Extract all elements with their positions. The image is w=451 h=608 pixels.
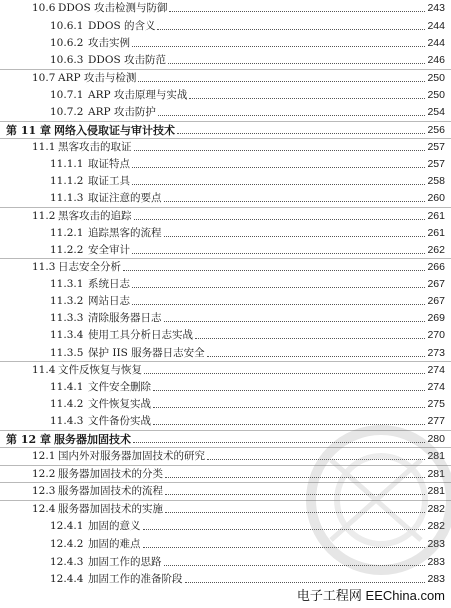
toc-entry-number: 11.4.3 [50, 415, 84, 427]
toc-entry-title: 保护 IIS 服务器日志安全 [88, 347, 205, 359]
toc-entry-title: 服务器加固技术的流程 [58, 485, 163, 497]
toc-subsection-entry [0, 35, 451, 52]
toc-entry-page-number: 257 [427, 141, 445, 153]
toc-entry-number: 11.2.2 [50, 244, 84, 256]
toc-subsection-entry [0, 18, 451, 35]
toc-entry-number: 10.6.3 [50, 54, 84, 66]
toc-subsection-entry [0, 156, 451, 173]
toc-entry-title: 加固工作的思路 [88, 556, 162, 568]
toc-leader-dots [134, 150, 425, 151]
toc-entry-page-number: 260 [427, 192, 445, 204]
toc-entry-number: 11.1 [32, 141, 56, 153]
toc-entry-number: 第 12 章 [6, 433, 51, 446]
toc-leader-dots [164, 236, 425, 237]
toc-entry-number: 11.3.3 [50, 312, 84, 324]
toc-entry-title: 清除服务器日志 [88, 312, 162, 324]
toc-leader-dots [157, 29, 425, 30]
toc-entry-number: 11.2.1 [50, 227, 84, 239]
toc-entry-title: 文件恢复实战 [88, 398, 151, 410]
toc-leader-dots [132, 46, 425, 47]
toc-subsection-entry [0, 242, 451, 259]
toc-entry-number: 12.3 [32, 485, 56, 497]
toc-entry-number: 10.7.1 [50, 89, 84, 101]
toc-entry-title: 服务器加固技术的实施 [58, 503, 163, 515]
toc-entry-page-number: 281 [427, 468, 445, 480]
toc-leader-dots [185, 582, 425, 583]
toc-entry-page-number: 243 [427, 2, 445, 14]
toc-subsection-entry [0, 396, 451, 413]
toc-leader-dots [153, 390, 425, 391]
toc-entry-number: 12.4 [32, 503, 56, 515]
toc-section-entry [0, 208, 451, 225]
toc-entry-page-number: 281 [427, 450, 445, 462]
toc-entry-number: 10.6.2 [50, 37, 84, 49]
toc-entry-page-number: 283 [427, 538, 445, 550]
toc-entry-number: 11.3.1 [50, 278, 84, 290]
toc-entry-title: 网站日志 [88, 295, 130, 307]
toc-entry-page-number: 280 [427, 433, 445, 445]
section-divider-rule [0, 138, 451, 139]
toc-entry-number: 12.4.1 [50, 520, 84, 532]
toc-entry-title: ARP 攻击原理与实战 [88, 89, 188, 101]
toc-entry-number: 11.1.2 [50, 175, 84, 187]
toc-entry-title: 追踪黑客的流程 [88, 227, 162, 239]
toc-subsection-entry [0, 52, 451, 69]
toc-leader-dots [164, 321, 425, 322]
footer-site-credit: 电子工程网 EEChina.com [296, 588, 445, 603]
toc-entry-title: 文件备份实战 [88, 415, 151, 427]
toc-entry-page-number: 282 [427, 520, 445, 532]
toc-entry-page-number: 267 [427, 295, 445, 307]
toc-subsection-entry [0, 87, 451, 104]
toc-leader-dots [132, 304, 425, 305]
toc-entry-number: 11.3.5 [50, 347, 84, 359]
toc-leader-dots [134, 219, 425, 220]
toc-subsection-entry [0, 225, 451, 242]
toc-entry-page-number: 244 [427, 20, 445, 32]
toc-subsection-entry [0, 173, 451, 190]
toc-leader-dots [144, 373, 425, 374]
toc-entry-page-number: 250 [427, 89, 445, 101]
toc-entry-page-number: 256 [427, 124, 445, 136]
watermark-logo [271, 420, 451, 580]
toc-leader-dots [177, 133, 425, 134]
toc-entry-page-number: 258 [427, 175, 445, 187]
section-divider-rule [0, 121, 451, 122]
toc-entry-title: 加固的难点 [88, 538, 141, 550]
toc-leader-dots [153, 407, 425, 408]
toc-leader-dots [168, 63, 425, 64]
toc-entry-number: 11.4.2 [50, 398, 84, 410]
toc-chapter-entry [0, 122, 451, 139]
toc-leader-dots [207, 356, 425, 357]
toc-entry-number: 10.7 [32, 72, 56, 84]
toc-leader-dots [164, 201, 425, 202]
toc-entry-title: 取证注意的要点 [88, 192, 162, 204]
toc-section-entry [0, 362, 451, 379]
toc-entry-title: 网络入侵取证与审计技术 [54, 124, 175, 137]
toc-subsection-entry [0, 327, 451, 344]
toc-entry-title: 加固工作的准备阶段 [88, 573, 183, 585]
toc-entry-number: 12.1 [32, 450, 56, 462]
toc-entry-title: 安全审计 [88, 244, 130, 256]
toc-entry-page-number: 254 [427, 106, 445, 118]
toc-entry-number: 12.4.4 [50, 573, 84, 585]
toc-entry-title: 攻击实例 [88, 37, 130, 49]
toc-section-entry [0, 139, 451, 156]
toc-entry-number: 11.1.1 [50, 158, 84, 170]
toc-entry-page-number: 257 [427, 158, 445, 170]
toc-subsection-entry [0, 293, 451, 310]
toc-entry-title: DDOS 攻击检测与防御 [58, 2, 168, 14]
toc-leader-dots [123, 270, 425, 271]
toc-subsection-entry [0, 276, 451, 293]
toc-entry-page-number: 244 [427, 37, 445, 49]
toc-entry-number: 11.4.1 [50, 381, 84, 393]
section-divider-rule [0, 69, 451, 70]
toc-entry-page-number: 277 [427, 415, 445, 427]
toc-entry-page-number: 267 [427, 278, 445, 290]
toc-section-entry [0, 259, 451, 276]
toc-entry-page-number: 273 [427, 347, 445, 359]
toc-entry-number: 12.4.2 [50, 538, 84, 550]
toc-entry-page-number: 281 [427, 485, 445, 497]
toc-entry-title: 文件安全删除 [88, 381, 151, 393]
toc-entry-title: 取证特点 [88, 158, 130, 170]
section-divider-rule [0, 361, 451, 362]
toc-entry-page-number: 262 [427, 244, 445, 256]
toc-leader-dots [138, 81, 425, 82]
toc-leader-dots [189, 98, 425, 99]
toc-entry-number: 12.2 [32, 468, 56, 480]
section-divider-rule [0, 258, 451, 259]
toc-entry-number: 10.6.1 [50, 20, 84, 32]
toc-entry-page-number: 261 [427, 227, 445, 239]
toc-leader-dots [132, 167, 425, 168]
toc-entry-page-number: 269 [427, 312, 445, 324]
toc-entry-number: 11.3 [32, 261, 56, 273]
toc-leader-dots [132, 253, 425, 254]
toc-entry-title: 国内外对服务器加固技术的研究 [58, 450, 205, 462]
section-divider-rule [0, 207, 451, 208]
toc-entry-number: 11.1.3 [50, 192, 84, 204]
toc-entry-title: ARP 攻击与检测 [58, 72, 137, 84]
toc-section-entry [0, 0, 451, 17]
toc-entry-title: 服务器加固技术 [54, 433, 131, 446]
toc-entry-number: 11.2 [32, 210, 56, 222]
toc-entry-page-number: 250 [427, 72, 445, 84]
toc-entry-number: 第 11 章 [6, 124, 51, 137]
toc-entry-title: 黑客攻击的追踪 [58, 210, 132, 222]
toc-entry-title: DDOS 的含义 [88, 20, 156, 32]
toc-entry-title: 使用工具分析日志实战 [88, 329, 193, 341]
toc-entry-title: 服务器加固技术的分类 [58, 468, 163, 480]
toc-entry-title: 文件反恢复与恢复 [58, 364, 142, 376]
toc-entry-title: 黑客攻击的取证 [58, 141, 132, 153]
toc-subsection-entry [0, 190, 451, 207]
toc-entry-page-number: 274 [427, 381, 445, 393]
toc-entry-number: 11.4 [32, 364, 56, 376]
toc-entry-number: 11.3.2 [50, 295, 84, 307]
toc-entry-number: 12.4.3 [50, 556, 84, 568]
toc-leader-dots [195, 338, 425, 339]
toc-entry-page-number: 282 [427, 503, 445, 515]
toc-subsection-entry [0, 379, 451, 396]
toc-subsection-entry [0, 345, 451, 362]
toc-subsection-entry [0, 310, 451, 327]
toc-entry-number: 11.3.4 [50, 329, 84, 341]
toc-leader-dots [132, 184, 425, 185]
toc-subsection-entry [0, 104, 451, 121]
toc-entry-title: 取证工具 [88, 175, 130, 187]
toc-leader-dots [169, 11, 425, 12]
toc-entry-number: 10.6 [32, 2, 56, 14]
toc-leader-dots [132, 287, 425, 288]
toc-entry-page-number: 261 [427, 210, 445, 222]
toc-entry-title: DDOS 攻击防范 [88, 54, 166, 66]
toc-section-entry [0, 70, 451, 87]
toc-entry-page-number: 274 [427, 364, 445, 376]
toc-entry-number: 10.7.2 [50, 106, 84, 118]
toc-entry-title: 系统日志 [88, 278, 130, 290]
toc-entry-title: 日志安全分析 [58, 261, 121, 273]
toc-entry-title: 加固的意义 [88, 520, 141, 532]
toc-entry-page-number: 270 [427, 329, 445, 341]
toc-entry-page-number: 275 [427, 398, 445, 410]
toc-entry-page-number: 266 [427, 261, 445, 273]
toc-entry-page-number: 283 [427, 573, 445, 585]
toc-leader-dots [158, 115, 425, 116]
toc-entry-title: ARP 攻击防护 [88, 106, 156, 118]
toc-entry-page-number: 246 [427, 54, 445, 66]
toc-entry-page-number: 283 [427, 556, 445, 568]
